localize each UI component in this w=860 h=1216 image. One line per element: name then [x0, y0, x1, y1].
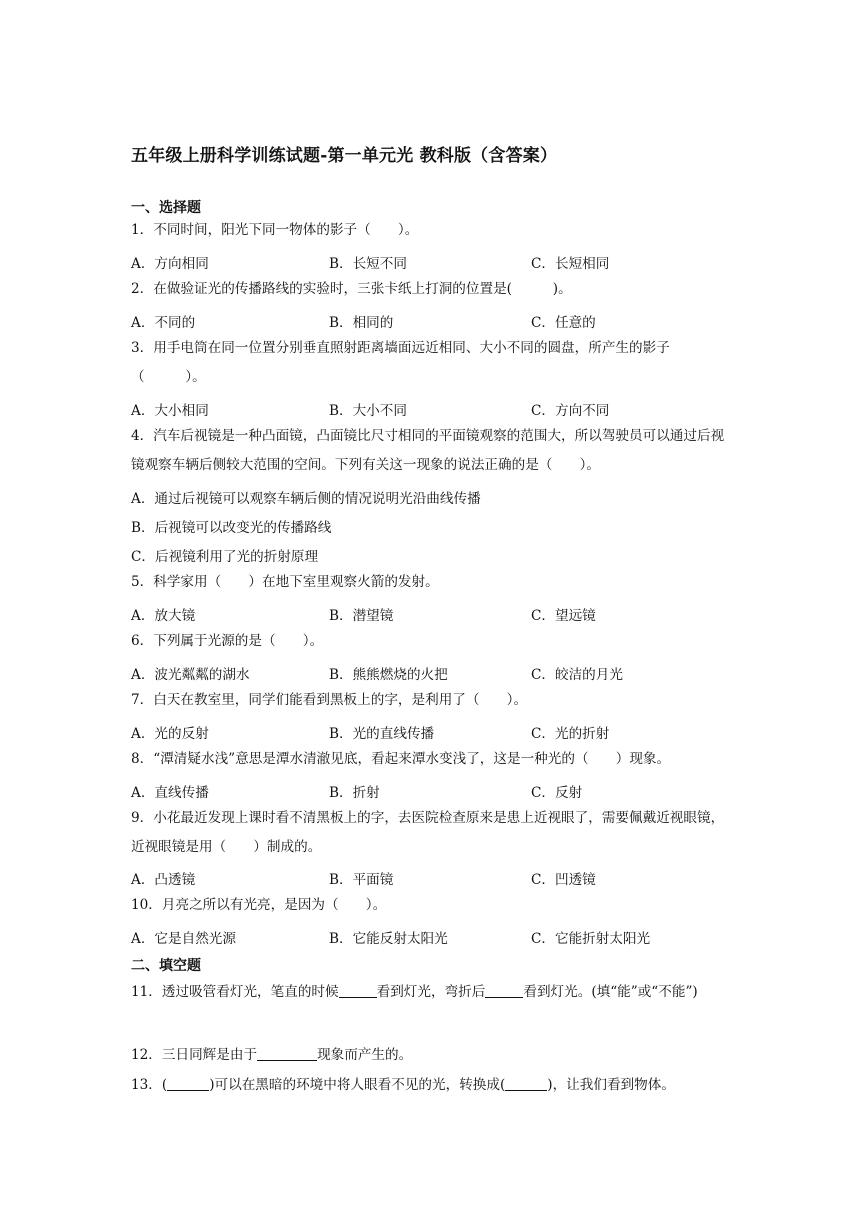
question-11-part-1: 11．透过吸管看灯光，笔直的时候 — [131, 984, 339, 1000]
option-c: C．凹透镜 — [531, 872, 596, 888]
options-1 — [131, 252, 731, 274]
question-7: 7．白天在教室里，同学们能看到黑板上的字，是利用了（ ）。 — [131, 692, 528, 708]
option-b: B．平面镜 — [329, 872, 394, 888]
option-a: A．直线传播 — [131, 785, 209, 801]
document-title: 五年级上册科学训练试题-第一单元光 教科版（含答案） — [131, 146, 558, 166]
option-a: A．通过后视镜可以观察车辆后侧的情况说明光沿曲线传播 — [131, 491, 481, 507]
answer-blank[interactable] — [505, 1076, 547, 1091]
question-9: 9．小花最近发现上课时看不清黑板上的字，去医院检查原来是患上近视眼了，需要佩戴近视眼镜，近视眼镜是用（ ）制成的。 — [131, 810, 725, 855]
options-2 — [131, 311, 731, 333]
option-a: A．凸透镜 — [131, 872, 196, 888]
question-11 — [131, 978, 731, 1007]
answer-blank[interactable] — [485, 983, 523, 998]
option-c: C．长短相同 — [531, 256, 610, 272]
option-b: B．熊熊燃烧的火把 — [329, 667, 448, 683]
option-c: C．光的折射 — [531, 726, 610, 742]
question-5: 5．科学家用（ ）在地下室里观察火箭的发射。 — [131, 574, 439, 590]
question-4: 4．汽车后视镜是一种凸面镜，凸面镜比尺寸相同的平面镜观察的范围大，所以驾驶员可以通过后视镜观察车辆后侧较大范围的空间。下列有关这一现象的说法正确的是（ ）。 — [131, 428, 725, 473]
option-a: A．不同的 — [131, 315, 196, 331]
question-8: 8．“潭清疑水浅”意思是潭水清澈见底，看起来潭水变浅了，这是一种光的（ ）现象。 — [131, 751, 671, 767]
option-c: C．它能折射太阳光 — [531, 931, 651, 947]
question-13 — [131, 1073, 675, 1093]
question-1: 1．不同时间，阳光下同一物体的影子（ ）。 — [131, 222, 419, 238]
question-12 — [131, 1043, 412, 1063]
option-b: B．后视镜可以改变光的传播路线 — [131, 520, 332, 536]
question-13-part-2: )可以在黑暗的环境中将人眼看不见的光，转换成( — [209, 1077, 506, 1093]
options-7 — [131, 722, 731, 744]
options-8 — [131, 781, 731, 803]
question-12-part-2: 现象而产生的。 — [317, 1047, 413, 1063]
section-fill-heading: 二、填空题 — [131, 958, 201, 974]
section-choice-heading: 一、选择题 — [131, 200, 201, 216]
options-5 — [131, 604, 731, 626]
answer-blank[interactable] — [257, 1046, 317, 1061]
option-b: B．它能反射太阳光 — [329, 931, 448, 947]
option-c: C．后视镜利用了光的折射原理 — [131, 549, 319, 565]
question-12-part-1: 12．三日同辉是由于 — [131, 1047, 258, 1063]
option-b: B．潜望镜 — [329, 608, 394, 624]
option-c: C．反射 — [531, 785, 583, 801]
question-6: 6．下列属于光源的是（ ）。 — [131, 633, 324, 649]
question-3: 3．用手电筒在同一位置分别垂直照射距离墙面远近相同、大小不同的圆盘，所产生的影子（ ）。 — [131, 340, 670, 385]
answer-blank[interactable] — [339, 983, 377, 998]
options-10 — [131, 927, 731, 949]
option-b: B．大小不同 — [329, 403, 407, 419]
options-6 — [131, 663, 731, 685]
question-11-part-2: 看到灯光，弯折后 — [376, 984, 486, 1000]
option-c: C．皎洁的月光 — [531, 667, 623, 683]
question-10: 10．月亮之所以有光亮，是因为（ ）。 — [131, 897, 387, 913]
question-13-part-3: )，让我们看到物体。 — [547, 1077, 675, 1093]
answer-blank[interactable] — [167, 1076, 209, 1091]
option-c: C．任意的 — [531, 315, 596, 331]
question-13-part-1: 13．( — [131, 1077, 168, 1093]
option-b: B．相同的 — [329, 315, 394, 331]
option-c: C．方向不同 — [531, 403, 610, 419]
option-a: A．光的反射 — [131, 726, 209, 742]
question-11-part-3: 看到灯光。(填“能”或“不能”) — [523, 984, 698, 1000]
options-3 — [131, 399, 731, 421]
options-9 — [131, 868, 731, 890]
option-b: B．折射 — [329, 785, 380, 801]
option-b: B．光的直线传播 — [329, 726, 435, 742]
option-a: A．方向相同 — [131, 256, 209, 272]
option-a: A．波光粼粼的湖水 — [131, 667, 250, 683]
option-a: A．放大镜 — [131, 608, 196, 624]
option-b: B．长短不同 — [329, 256, 407, 272]
option-a: A．大小相同 — [131, 403, 209, 419]
question-2: 2．在做验证光的传播路线的实验时，三张卡纸上打洞的位置是( )。 — [131, 281, 572, 297]
option-c: C．望远镜 — [531, 608, 596, 624]
option-a: A．它是自然光源 — [131, 931, 236, 947]
